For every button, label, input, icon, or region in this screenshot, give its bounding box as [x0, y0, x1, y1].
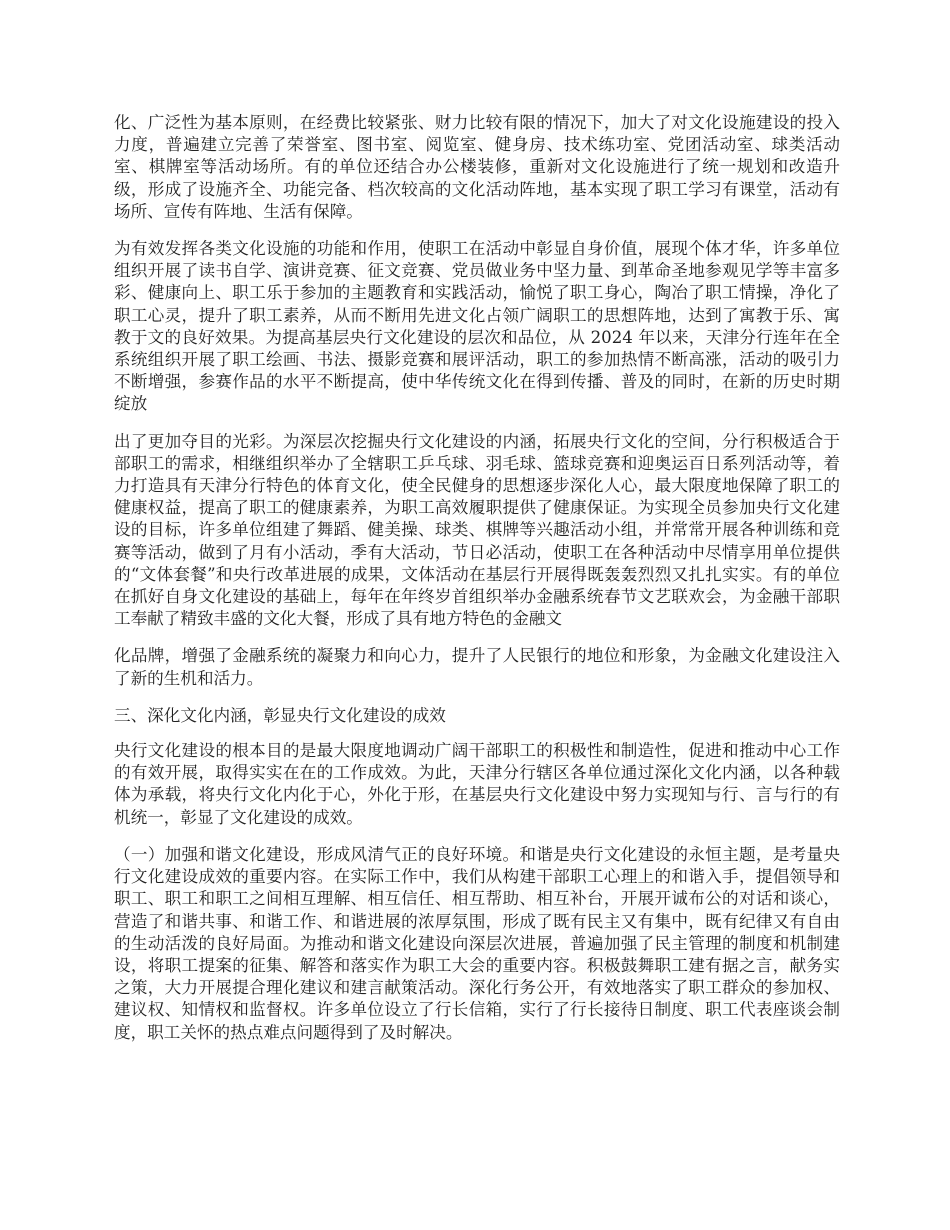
paragraph-brand: 化品牌，增强了金融系统的凝聚力和向心力，提升了人民银行的地位和形象，为金融文化建设注入了新的生机和活力。: [114, 646, 840, 688]
paragraph-facilities: 化、广泛性为基本原则，在经费比较紧张、财力比较有限的情况下，加大了对文化设施建设的投入力度，普遍建立完善了荣誉室、图书室、阅览室、健身房、技术练功室、党团活动室、球类活动室、棋牌室等活动场所。有的单位还结合办公楼装修，重新对文化设施进行了统一规划和改造升级，形成了设施齐全、功能完备、档次较高的文化活动阵地，基本实现了职工学习有课堂，活动有场所、宣传有阵地、生活有保障。: [114, 113, 840, 221]
section-heading-3: 三、深化文化内涵，彰显央行文化建设的成效: [114, 705, 446, 725]
paragraph-activities: 为有效发挥各类文化设施的功能和作用，使职工在活动中彰显自身价值，展现个体才华，许多单位组织开展了读书自学、演讲竞赛、征文竞赛、党员做业务中坚力量、到革命圣地参观见学等丰富多彩、健康向上、职工乐于参加的主题教育和实践活动，愉悦了职工身心，陶冶了职工情操，净化了职工心灵，提升了职工素养，从而不断用先进文化占领广阔职工的思想阵地，达到了寓教于乐、寓教于文的良好效果。为提高基层央行文化建设的层次和品位，从 2024 年以来，天津分行连年在全系统组织开展了职工绘画、书法、摄影竞赛和展评活动，职工的参加热情不断高涨，活动的吸引力不断增强，参赛作品的水平不断提高，使中华传统文化在得到传播、普及的同时，在新的历史时期绽放: [114, 239, 840, 414]
paragraph-sports-culture: 出了更加夺目的光彩。为深层次挖掘央行文化建设的内涵，拓展央行文化的空间，分行积极适合于部职工的需求，相继组织举办了全辖职工乒乓球、羽毛球、篮球竞赛和迎奥运百日系列活动等，着力打造具有天津分行特色的体育文化，使全民健身的思想逐步深化人心，最大限度地保障了职工的健康权益，提高了职工的健康素养，为职工高效履职提供了健康保证。为实现全员参加央行文化建设的目标，许多单位组建了舞蹈、健美操、球类、棋牌等兴趣活动小组，并常常开展各种训练和竞赛等活动，做到了月有小活动，季有大活动，节日必活动，使职工在各种活动中尽情享用单位提供的“文体套餐”和央行改革进展的成果，文体活动在基层行开展得既轰轰烈烈又扎扎实实。有的单位在抓好自身文化建设的基础上，每年在年终岁首组织举办金融系统春节文艺联欢会，为金融干部职工奉献了精致丰盛的文化大餐，形成了具有地方特色的金融文: [114, 431, 840, 629]
paragraph-section-intro: 央行文化建设的根本目的是最大限度地调动广阔干部职工的积极性和制造性，促进和推动中心工作的有效开展，取得实实在在的工作成效。为此，天津分行辖区各单位通过深化文化内涵，以各种载体为承载，将央行文化内化于心，外化于形，在基层央行文化建设中努力实现知与行、言与行的有机统一，彰显了文化建设的成效。: [114, 741, 840, 827]
paragraph-harmony-culture: （一）加强和谐文化建设，形成风清气正的良好环境。和谐是央行文化建设的永恒主题，是考量央行文化建设成效的重要内容。在实际工作中，我们从构建干部职工心理上的和谐入手，提倡领导和职工、职工和职工之间相互理解、相互信任、相互帮助、相互补台，开展开诚布公的对话和谈心，营造了和谐共事、和谐工作、和谐进展的浓厚氛围，形成了既有民主又有集中，既有纪律又有自由的生动活泼的良好局面。为推动和谐文化建设向深层次进展，普遍加强了民主管理的制度和机制建设，将职工提案的征集、解答和落实作为职工大会的重要内容。积极鼓舞职工建有据之言，献务实之策，大力开展提合理化建议和建言献策活动。深化行务公开，有效地落实了职工群众的参加权、建议权、知情权和监督权。许多单位设立了行长信箱，实行了行长接待日制度、职工代表座谈会制度，职工关怀的热点难点问题得到了及时解决。: [114, 844, 840, 1042]
document-body: [114, 112, 840, 1059]
